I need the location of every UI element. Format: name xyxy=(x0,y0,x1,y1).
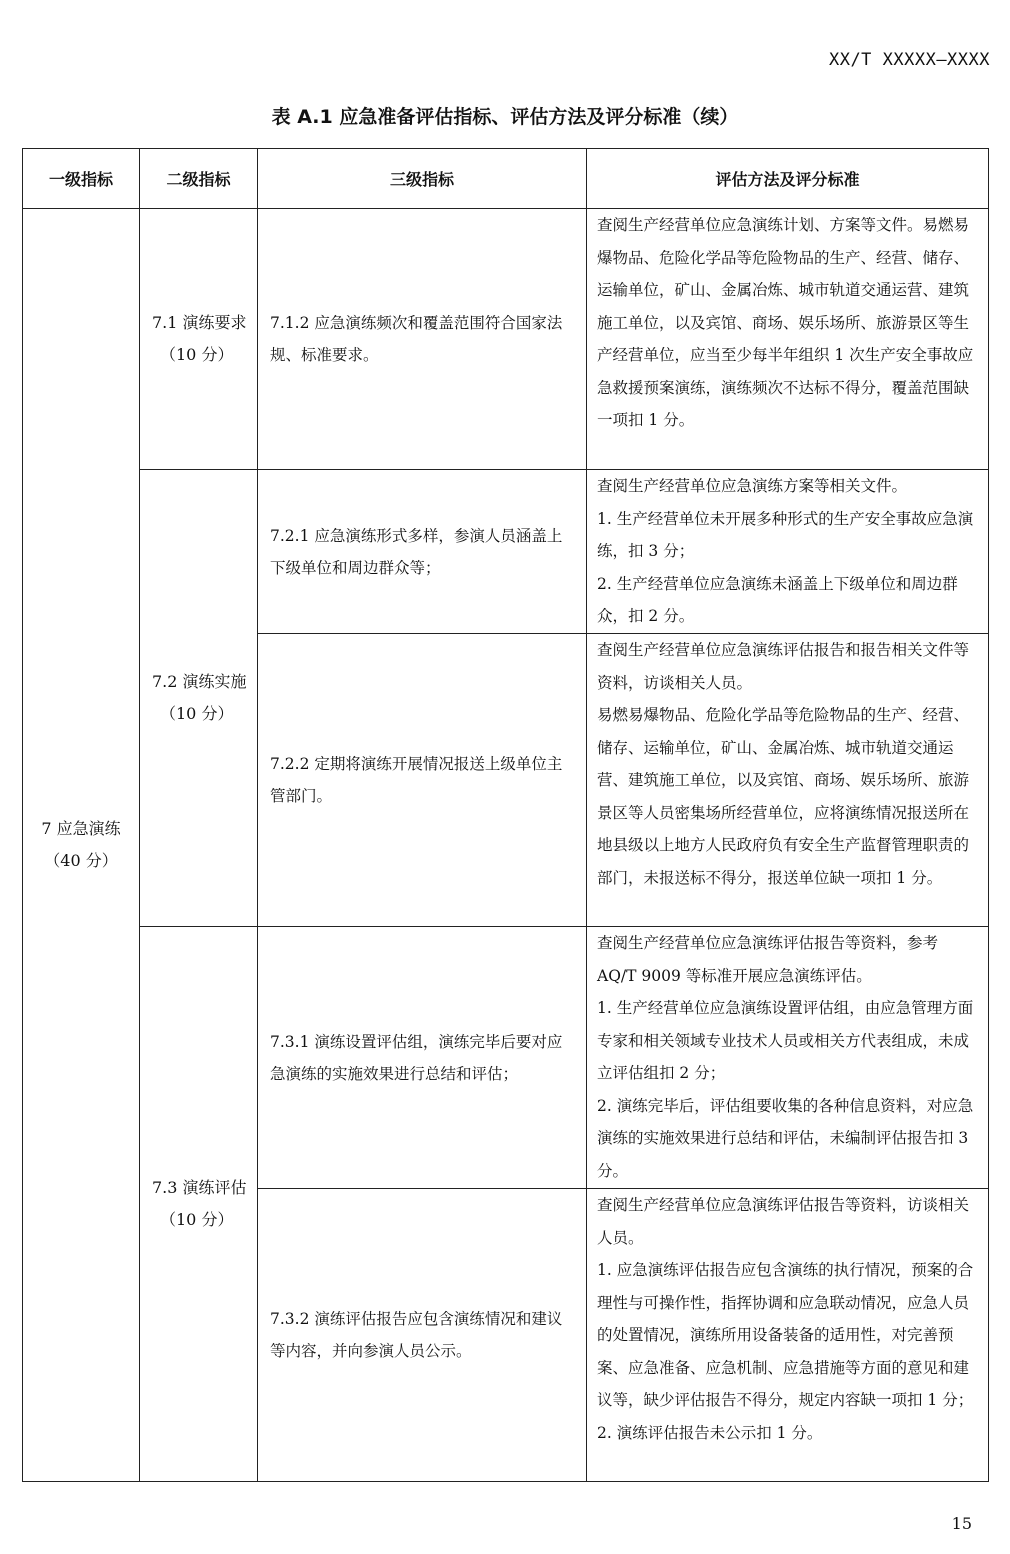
indicator-text: 7.2.2 定期将演练开展情况报送上级单位主管部门。 xyxy=(270,755,563,805)
level2-cell-7-1 xyxy=(140,209,258,470)
criteria-line: 查阅生产经营单位应急演练方案等相关文件。 xyxy=(597,477,908,495)
table-row xyxy=(23,209,989,470)
indicator-text: 7.2.1 应急演练形式多样，参演人员涵盖上下级单位和周边群众等； xyxy=(270,526,563,577)
level2-score: （10 分） xyxy=(160,704,234,723)
criteria-line: 2. 演练评估报告未公示扣 1 分。 xyxy=(597,1423,823,1442)
indicator-text: 7.3.1 演练设置评估组，演练完毕后要对应急演练的实施效果进行总结和评估； xyxy=(270,1032,563,1083)
header-level1: 一级指标 xyxy=(23,149,140,209)
page-number: 15 xyxy=(951,1514,972,1533)
criteria-line: 2. 演练完毕后，评估组要收集的各种信息资料，对应急演练的实施效果进行总结和评估，未编制评估报告扣 3 分。 xyxy=(597,1096,974,1180)
criteria-line: 2. 生产经营单位应急演练未涵盖上下级单位和周边群众，扣 2 分。 xyxy=(597,574,958,625)
level2-score: （10 分） xyxy=(160,345,234,364)
indicator-text: 7.1.2 应急演练频次和覆盖范围符合国家法规、标准要求。 xyxy=(270,314,563,364)
level3-cell xyxy=(258,1189,587,1482)
header-level2: 二级指标 xyxy=(140,149,258,209)
level2-cell-7-3 xyxy=(140,927,258,1482)
level3-cell xyxy=(258,470,587,634)
level2-label: 7.3 演练评估 xyxy=(152,1178,247,1197)
level2-cell-7-2 xyxy=(140,470,258,927)
table-header-row xyxy=(23,149,989,209)
level3-cell xyxy=(258,634,587,927)
criteria-line: 查阅生产经营单位应急演练评估报告和报告相关文件等资料，访谈相关人员。 xyxy=(597,641,970,692)
table-title: 表 A.1 应急准备评估指标、评估方法及评分标准（续） xyxy=(271,106,739,128)
criteria-line: 易燃易爆物品、危险化学品等危险物品的生产、经营、储存、运输单位，矿山、金属冶炼、城市轨道交通运营、建筑施工单位，以及宾馆、商场、娱乐场所、旅游景区等人员密集场所经营单位，应将演练情况报送所在地县级以上地方人民政府负有安全生产监督管理职责的部门，未报送标不得分，报送单位缺一项扣 1 分。 xyxy=(597,706,970,887)
level1-label: 7 应急演练 xyxy=(41,819,121,838)
criteria-line: 查阅生产经营单位应急演练计划、方案等文件。易燃易爆物品、危险化学品等危险物品的生产、经营、储存、运输单位，矿山、金属冶炼、城市轨道交通运营、建筑施工单位，以及宾馆、商场、娱乐场所、旅游景区等生产经营单位，应当至少每半年组织 1 次生产安全事故应急救援预案演练，演练频次不达标不得分，覆盖范围缺一项扣 1 分。 xyxy=(597,216,974,429)
level1-cell xyxy=(23,209,140,1482)
criteria-line: 查阅生产经营单位应急演练评估报告等资料，访谈相关人员。 xyxy=(597,1196,970,1247)
indicator-text: 7.3.2 演练评估报告应包含演练情况和建议等内容，并向参演人员公示。 xyxy=(270,1310,563,1360)
criteria-line: 查阅生产经营单位应急演练评估报告等资料，参考 AQ/T 9009 等标准开展应急演练评估。 xyxy=(597,934,939,985)
criteria-cell xyxy=(587,470,989,634)
criteria-cell xyxy=(587,209,989,470)
header-criteria: 评估方法及评分标准 xyxy=(587,149,989,209)
assessment-table xyxy=(22,148,989,1482)
level3-cell xyxy=(258,927,587,1189)
criteria-line: 1. 生产经营单位应急演练设置评估组，由应急管理方面专家和相关领域专业技术人员或相关方代表组成，未成立评估组扣 2 分； xyxy=(597,999,974,1082)
level2-label: 7.1 演练要求 xyxy=(152,313,247,332)
criteria-cell xyxy=(587,927,989,1189)
header-level3: 三级指标 xyxy=(258,149,587,209)
level2-score: （10 分） xyxy=(160,1210,234,1229)
table-row xyxy=(23,927,989,1189)
document-code: XX/T XXXXX—XXXX xyxy=(828,50,990,70)
criteria-line: 1. 应急演练评估报告应包含演练的执行情况，预案的合理性与可操作性，指挥协调和应急联动情况，应急人员的处置情况，演练所用设备装备的适用性，对完善预案、应急准备、应急机制、应急措施等方面的意见和建议等，缺少评估报告不得分，规定内容缺一项扣 1 分； xyxy=(597,1261,974,1409)
table-row xyxy=(23,470,989,634)
level2-label: 7.2 演练实施 xyxy=(152,672,247,691)
criteria-cell xyxy=(587,1189,989,1482)
criteria-line: 1. 生产经营单位未开展多种形式的生产安全事故应急演练，扣 3 分； xyxy=(597,509,974,560)
level1-score: （40 分） xyxy=(44,851,118,870)
criteria-cell xyxy=(587,634,989,927)
level3-cell xyxy=(258,209,587,470)
